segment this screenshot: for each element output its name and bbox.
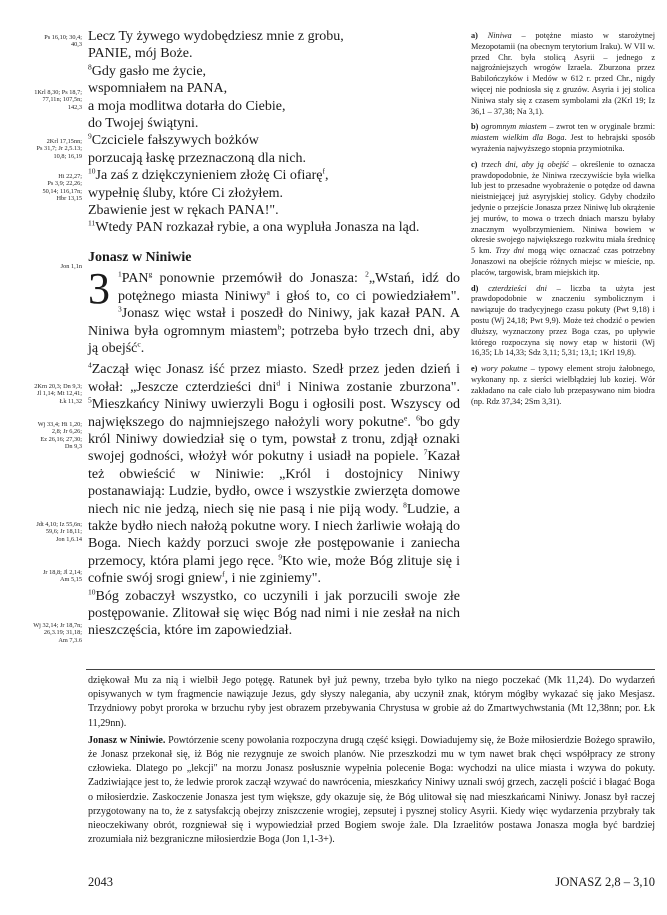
paragraph: $^4$Zaczął więc Jonasz iść przez miasto. Szedł przez jeden dzień i wołał: „Jeszcze czterdzieści dni$^d$ i Niniwa zostanie zburzona". $^5$Mieszkańcy Niniwy uwierzyli Bogu i ogłosili post. Wszyscy od największego do najmniejszego nałożyli wory pokutne$^e$. $^6$bo gdy król Niniwy dowiedział się o tym, powstał z tronu, zdjął oznaki swojej godności, włożył wór pokutny i usiadł na popiele. $^7$Kazał też obwieścić w Niniwie: „Król i dostojnicy Niniwy postanawiają: Ludzie, bydło, owce i wszystkie zwierzęta domowe niech nic nie jedzą, niech się nie pasą i nie piją wody. $^8$Ludzie, a także bydło niech nałożą pokutne wory. I niech żarliwie wołają do Boga. Niech każdy porzuci swoje złe postępowanie i zaniecha przemocy, która plami jego ręce. $^9$Kto wie, może Bóg zlituje się i cofnie swój srogi gniew$^f$, i nie zginiemy".: [88, 360, 461, 587]
verse-number: 9: [278, 552, 283, 562]
running-head: JONASZ 2,8 – 3,10: [555, 875, 655, 889]
footnote-marker[interactable]: a: [266, 287, 270, 297]
verse-line: $^{11}$Wtedy PAN rozkazał rybie, a ona wypluła Jonasza na ląd.: [88, 218, 420, 236]
verse-number: 8: [403, 499, 407, 509]
verse-number: 6: [416, 412, 420, 422]
verse-number: 10: [88, 586, 96, 596]
cross-reference: Jdt 4,10; Iz 55,6n; 59,6; Jr 18,11; Jon 1,6.14: [36, 521, 82, 543]
footnote-marker[interactable]: c: [137, 339, 141, 349]
commentary-paragraph: Jonasz w Niniwie. Powtórzenie sceny powołania rozpoczyna drugą część księgi. Dowiadujemy się, że Boże miłosierdzie Bożego sprawiło, że Jonasz przekonał się, iż Bóg nie rezygnuje ze swoich planów. Nie przeszkodzi mu w tym nawet brak chęci współpracy ze strony człowieka. Dlatego po „lekcji" na morzu Jonasz posłusznie wypełnia polecenie Boga: wychodzi na ulice miasta i wzywa do pokuty. Zadziwiające jest to, że ledwie prorok zaczął wzywać do nawrócenia, mieszkańcy Niniwy uznali swój grzech, zaczęli pościć i błagać Boga o miłosierdzie. Zaskoczenie Jonasza jest tym większe, gdy okazuje się, że Bóg ulitował się nad mieszkańcami Niniwy. Jonasz był raczej przygotowany na to, że z satysfakcją obejrzy zniszczenie wrogiej, zepsutej i pysznej stolicy Asyrii. Kiedy więc wydarzenia przybrały tak nieoczekiwany obrót, rozgniewał się i wypowiedział przed Bogiem swoje żale. Dla Izraelitów postawa Jonasza mogła być bardziej zrozumiała niż bezgraniczne miłosierdzie Boga (Jon 1,1-3+).: [88, 734, 655, 846]
verse-number: 7: [423, 447, 428, 457]
verse-line: wspomniałem na PANA,: [88, 81, 228, 97]
footnotes-column: [471, 31, 655, 412]
footnote-marker[interactable]: e: [404, 412, 408, 422]
verse-line: wypełnię śluby, które Ci złożyłem.: [88, 185, 284, 201]
cross-reference: 2Krn 20,3; Dn 9,3; Jl 1,14; Mt 12,41; Łk 11,32: [34, 383, 82, 405]
chapter-number: 3: [88, 264, 110, 314]
verse-number: 2: [365, 269, 369, 279]
verse-line: $^{10}$Ja zaś z dziękczynieniem złożę Ci ofiarę$^f$,: [88, 166, 329, 184]
footnote-marker[interactable]: g: [148, 269, 153, 279]
verse-line: PANIE, mój Boże.: [88, 46, 193, 62]
footnote-marker[interactable]: d: [276, 378, 281, 388]
footnote: a) Niniwa – potężne miasto w starożytnej Mezopotamii (na obecnym terytorium Iraku). W VII w. przed Chr. była stolicą Asyrii – jednego z najgroźniejszych wrogów Izraela. Zburzona przez Babilończyków i Medów w 612 r. przed Chr., nigdy więcej nie podniosła się z gruzów. Asyria i jej stolica Niniwa stały się z czasem symbolami zła (2Krl 19; Iz 36,1 – 37,38; Na 3,1).: [471, 31, 655, 116]
verse-line: porzucają łaskę przeznaczoną dla nich.: [88, 150, 307, 166]
cross-reference: 2Krl 17,15nn; Ps 31,7; Jr 2,5.13; 10,8; 16,19: [36, 138, 82, 160]
verse-line: do Twojej świątyni.: [88, 116, 199, 132]
cross-reference: 1Krl 8,30; Ps 18,7; 77,11n; 107,5n; 142,3: [34, 89, 82, 111]
verse-number: 10: [88, 166, 96, 176]
commentary: [88, 674, 655, 849]
paragraph: 3 $^1$PAN$^g$ ponownie przemówił do Jonasza: $^2$„Wstań, idź do potężnego miasta Niniwy$^a$ i głoś to, co ci powiedziałem". $^3$Jonasz więc wstał i poszedł do Niniwy, jak kazał PAN. A Niniwa była ogromnym miastem$^b$; potrzeba było trzech dni, aby ją obejść$^c$.: [88, 264, 460, 356]
cross-reference: Jr 18,8; Jl 2,14; Am 5,15: [42, 569, 82, 584]
verse-number: 1: [118, 269, 122, 279]
verse-line: Lecz Ty żywego wydobędziesz mnie z grobu,: [88, 29, 344, 44]
cross-reference: Hi 22,27; Ps 3,9; 22,26; 50,14; 116,17n; Hbr 13,15: [42, 173, 82, 202]
verse-number: 4: [88, 360, 92, 370]
cross-reference: Ps 16,10; 30,4; 40,3: [44, 34, 82, 49]
verse-number: 3: [118, 304, 122, 314]
page-number: 2043: [88, 875, 113, 889]
verse-line: a moja modlitwa dotarła do Ciebie,: [88, 98, 286, 114]
verse-line: $^9$Czciciele fałszywych bożków: [88, 131, 259, 149]
verse-number: 9: [88, 131, 92, 141]
section-heading: Jonasz w Niniwie: [88, 249, 192, 265]
paragraph: $^{10}$Bóg zobaczył wszystko, co uczynili i jak porzucili swoje złe postępowanie. Zlitował się więc Bóg nad nimi i nie zesłał na nich nieszczęścia, które im zapowiedział.: [88, 586, 460, 639]
verse-number: 5: [88, 395, 92, 405]
verse-line: $^8$Gdy gasło me życie,: [88, 62, 207, 79]
footnote-marker[interactable]: f: [322, 166, 325, 176]
footnote: e) wory pokutne – typowy element stroju żałobnego, wykonany np. z sierści wielbłądziej lub koziej. Wór zakładano na całe ciało lub przepasywano nim biodra (np. Rdz 37,34; 2Sm 3,31).: [471, 364, 656, 406]
verse-number: 8: [88, 62, 92, 72]
footnote: d) czterdzieści dni – liczba ta użyta jest prawdopodobnie w znaczeniu symbolicznym i nawiązuje do tradycyjnego czasu pokuty (Pwt 9,18) i postu (Wj 24,18; Pwt 9,9). Może też chodzić o pewien dłuższy, wyznaczony przez Boga czas, po upływie którego rozpoczyna się nowy etap w historii (Wj 16,35; Lb 14,33; Sdz 3,11; 5,31; 13,1; 1Krl 19,8).: [471, 283, 656, 358]
verse-number: 11: [88, 218, 96, 228]
commentary-paragraph: dziękował Mu za nią i wielbił Jego potęgę. Ratunek był już pewny, trzeba było tylko na niego poczekać (Mk 11,24). Do wydarzeń opisywanych w tym fragmencie nawiązuje Jezus, gdy słyszy nalegania, aby uczynił znak, którym mógłby wykazać się jako Mesjasz. Trzydniowy pobyt proroka w brzuchu ryby jest obrazem przebywania Chrystusa w grobie aż do Zmartwychwstania (Mt 12,38nn; por. Łk 11,29nn).: [88, 675, 655, 729]
footnote-marker[interactable]: b: [277, 321, 282, 331]
footnote: b) ogromnym miastem – zwrot ten w oryginale brzmi: miastem wielkim dla Boga. Jest to hebrajski sposób wyrażenia najwyższego stopnia przymiotnika.: [471, 122, 655, 153]
cross-reference: Jon 1,1n: [60, 263, 82, 270]
scripture-text: [88, 28, 460, 640]
footnote-marker[interactable]: f: [222, 569, 225, 579]
cross-reference: Wj 33,4; Hi 1,20; 2,8; Jr 6,26; Ez 26,16; 27,30; Dn 9,3: [37, 421, 82, 450]
footnote: c) trzech dni, aby ją obejść – określenie to oznacza prawdopodobnie, że Niniwa rzeczywiście była wielka lub jest to przesadne wyobrażenie o potędze od dawna nieistniejącej już asyryjskiej stolicy. Gdyby chodziło jedynie o przejście Jonasza przez Niniwę lub okrążenie jej murów, to mowa o trzech dniach marszu byłaby znacznym wyolbrzymieniem. Niniwa bowiem w okresie swojego największego rozkwitu miała średnicę 5 km. Trzy dni mogą więc oznaczać czas potrzebny Jonaszowi na obejście różnych miejsc w mieście, np. placów, targowisk, bram miejskich itp.: [471, 159, 655, 277]
divider: [86, 669, 655, 670]
verse-line: Zbawienie jest w rękach PANA!".: [88, 203, 279, 219]
cross-reference: Wj 32,14; Jr 18,7n; 26,3.19; 31,18; Am 7,3.6: [33, 622, 82, 644]
